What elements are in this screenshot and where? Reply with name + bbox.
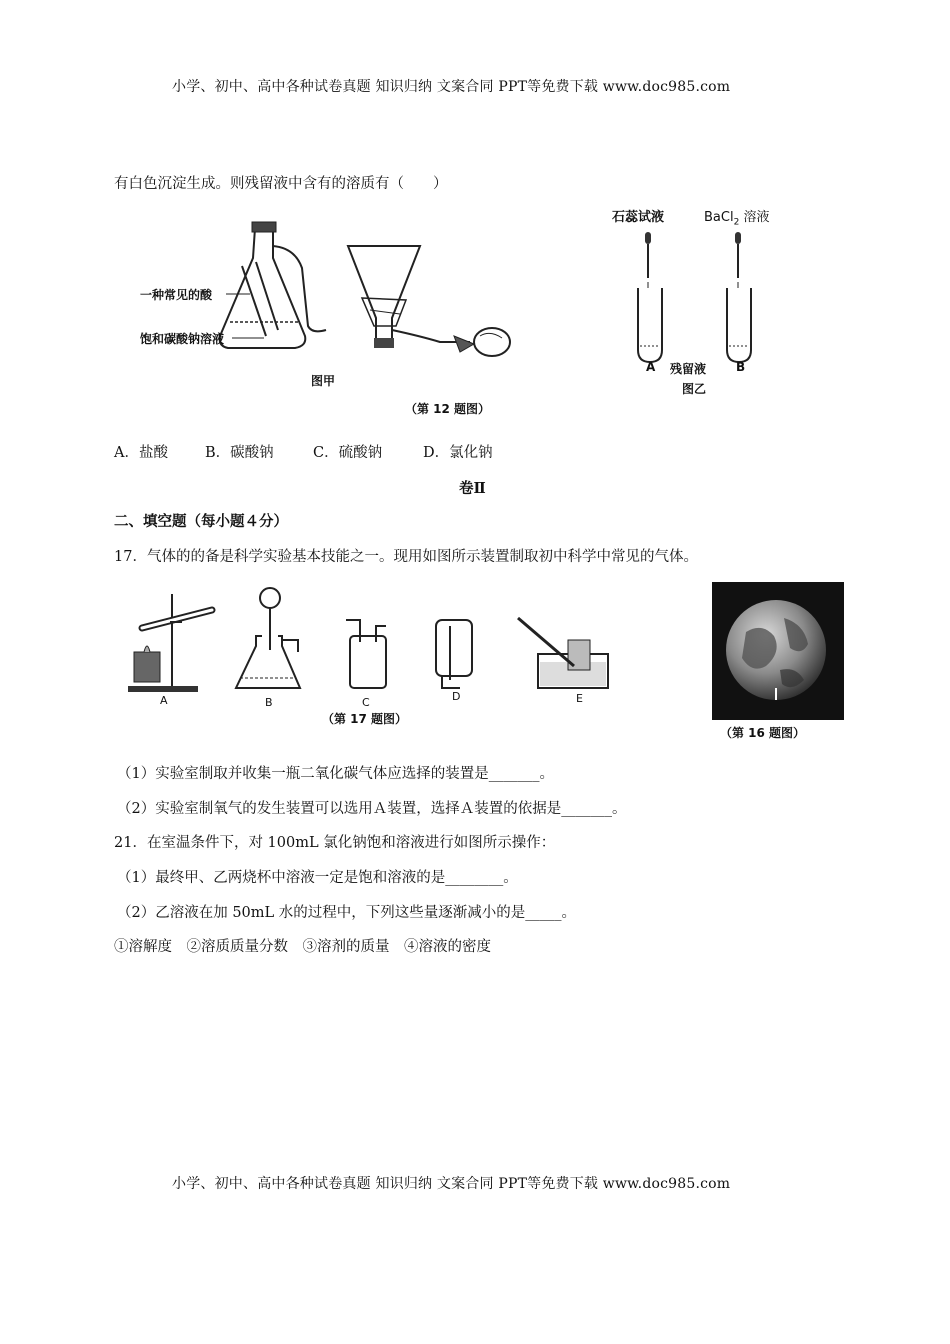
q21-stem: 21．在室温条件下，对 100mL 氯化钠饱和溶液进行如图所示操作： xyxy=(114,835,556,851)
q17-sub2: （2）实验室制氧气的发生装置可以选用Ａ装置，选择Ａ装置的依据是_______。 xyxy=(117,801,627,817)
bacl2-main: BaCl xyxy=(704,210,734,225)
apparatus-label-c: C xyxy=(362,696,370,709)
apparatus-label-b: B xyxy=(265,696,273,709)
q17-figure xyxy=(120,580,620,730)
bacl2-tail: 溶液 xyxy=(739,210,770,225)
q12-figure-jia xyxy=(130,218,530,418)
q17-sub1: （1）实验室制取并收集一瓶二氧化碳气体应选择的装置是_______。 xyxy=(117,766,554,782)
caption-fig-yi: 图乙 xyxy=(682,382,707,396)
apparatus-label-d: D xyxy=(452,690,461,703)
label-litmus-reagent: 石蕊试液 xyxy=(612,210,665,225)
q21-sub1: （1）最终甲、乙两烧杯中溶液一定是饱和溶液的是________。 xyxy=(117,870,518,886)
q21-sub2: （2）乙溶液在加 50mL 水的过程中，下列这些量逐渐减小的是_____。 xyxy=(117,905,577,921)
apparatus-label-e: E xyxy=(576,692,583,705)
globe-drawing xyxy=(712,582,844,720)
page-footer: 小学、初中、高中各种试卷真题 知识归纳 文案合同 PPT等免费下载 www.doc985.com xyxy=(172,1176,731,1192)
q12-figure-yi xyxy=(600,200,800,400)
q12-stem-tail: 有白色沉淀生成。则残留液中含有的溶质有（ ） xyxy=(114,176,448,192)
q16-figure-caption: （第 16 题图） xyxy=(720,726,806,740)
q17-stem: 17．气体的的备是科学实验基本技能之一。现用如图所示装置制取初中科学中常见的气体。 xyxy=(114,549,698,565)
label-tube-b: B xyxy=(736,360,746,374)
q16-figure-photo xyxy=(712,582,844,720)
q12-figure-caption: （第 12 题图） xyxy=(405,402,491,416)
q12-option-a: A．盐酸 xyxy=(114,445,168,461)
label-residue: 残留液 xyxy=(670,362,707,376)
q17-apparatus-drawing xyxy=(120,580,620,730)
bacl2-subscript: 2 xyxy=(733,217,740,228)
caption-fig-jia: 图甲 xyxy=(311,374,336,388)
label-common-acid: 一种常见的酸 xyxy=(140,288,213,302)
section-heading: 二、填空题（每小题４分） xyxy=(114,513,288,530)
q17-figure-caption: （第 17 题图） xyxy=(322,712,408,726)
volume-title: 卷Ⅱ xyxy=(459,480,486,497)
q12-option-d: D．氯化钠 xyxy=(423,445,493,461)
label-sodium-carbonate-solution: 饱和碳酸钠溶液 xyxy=(140,332,225,346)
q12-option-b: B．碳酸钠 xyxy=(205,445,274,461)
q12-option-c: C．硫酸钠 xyxy=(313,445,383,461)
apparatus-label-a: A xyxy=(160,694,168,707)
q21-choices: ①溶解度 ②溶质质量分数 ③溶剂的质量 ④溶液的密度 xyxy=(114,939,491,955)
label-tube-a: A xyxy=(646,360,656,374)
page-header: 小学、初中、高中各种试卷真题 知识归纳 文案合同 PPT等免费下载 www.doc985.com xyxy=(172,79,731,95)
